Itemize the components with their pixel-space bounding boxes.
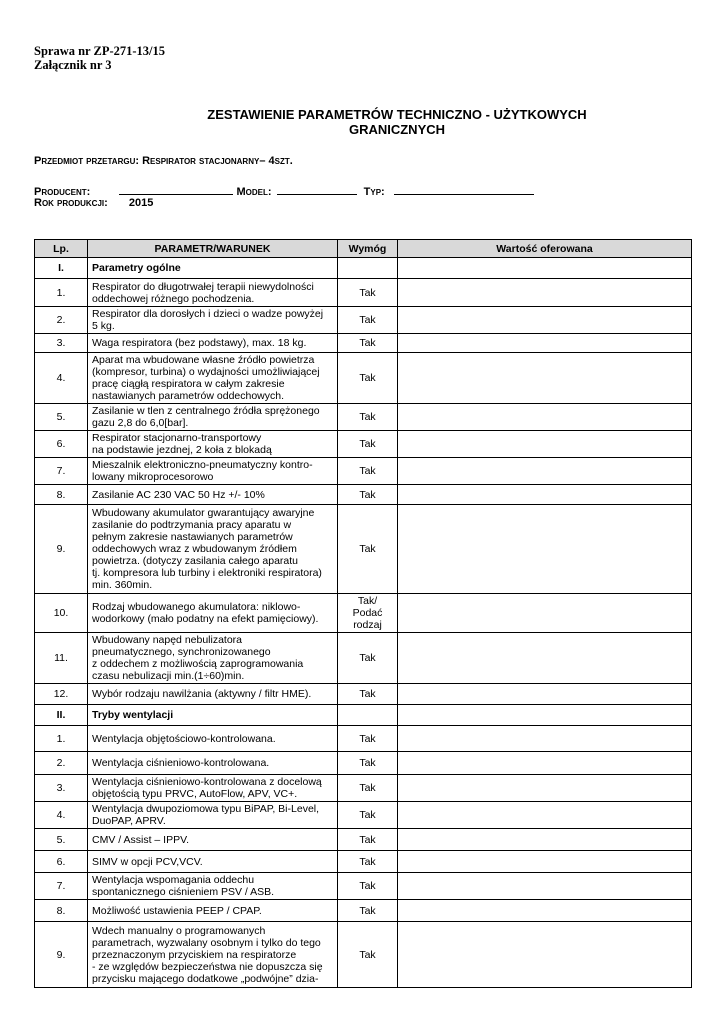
requirement-value: Tak [338, 353, 398, 404]
section-name: Parametry ogólne [88, 258, 338, 279]
offered-value-field[interactable] [398, 431, 692, 458]
table-row [35, 802, 692, 829]
parameter-description: Respirator dla dorosłych i dzieci o wadze powyżej 5 kg. [88, 307, 338, 334]
offered-value-field[interactable] [398, 802, 692, 829]
requirement-value: Tak [338, 922, 398, 988]
requirement-value: Tak [338, 485, 398, 505]
parameter-description: Wentylacja wspomagania oddechu spontanicznego ciśnieniem PSV / ASB. [88, 873, 338, 900]
table-row [35, 752, 692, 775]
table-header-row [35, 240, 692, 258]
row-number: 9. [35, 922, 88, 988]
subject-label: Przedmiot przetargu: [34, 155, 140, 167]
requirement-value: Tak [338, 279, 398, 307]
offered-value-field[interactable] [398, 353, 692, 404]
table-row [35, 307, 692, 334]
header-lp: Lp. [35, 240, 88, 258]
row-number: 6. [35, 431, 88, 458]
offered-value-field[interactable] [398, 922, 692, 988]
table-row [35, 485, 692, 505]
table-row [35, 353, 692, 404]
parameters-table [34, 239, 692, 988]
table-row [35, 279, 692, 307]
parameter-description: Mieszalnik elektroniczno-pneumatyczny kontro- lowany mikroprocesorowo [88, 458, 338, 485]
row-number: 11. [35, 633, 88, 684]
parameter-description: Wbudowany akumulator gwarantujący awaryjne zasilanie do podtrzymania pracy aparatu w pełnym zakresie nastawianych parametrów oddechowych wraz z wbudowanym źródłem powietrza. (dotyczy zasilania całego aparatu tj. kompresora lub turbiny i elektroniki respiratora) min. 360min. [88, 505, 338, 594]
table-row [35, 922, 692, 988]
requirement-value: Tak [338, 752, 398, 775]
parameter-description: SIMV w opcji PCV,VCV. [88, 851, 338, 873]
producer-label: Producent: [34, 186, 91, 198]
offered-value-field[interactable] [398, 279, 692, 307]
row-number: 6. [35, 851, 88, 873]
table-row [35, 404, 692, 431]
section-offered-cell [398, 258, 692, 279]
document-title [34, 107, 725, 137]
row-number: 1. [35, 279, 88, 307]
parameter-description: Wentylacja ciśnieniowo-kontrolowana z docelową objętością typu PRVC, AutoFlow, APV, VC+. [88, 775, 338, 802]
offered-value-field[interactable] [398, 594, 692, 633]
row-number: 12. [35, 684, 88, 705]
row-number: 3. [35, 334, 88, 353]
requirement-value: Tak [338, 458, 398, 485]
offered-value-field[interactable] [398, 900, 692, 922]
offered-value-field[interactable] [398, 485, 692, 505]
row-number: 2. [35, 752, 88, 775]
offered-value-field[interactable] [398, 684, 692, 705]
row-number: 8. [35, 900, 88, 922]
model-field[interactable] [277, 184, 357, 195]
requirement-value: Tak [338, 851, 398, 873]
table-row [35, 633, 692, 684]
parameter-description: Wentylacja dwupoziomowa typu BiPAP, Bi-Level, DuoPAP, APRV. [88, 802, 338, 829]
parameter-description: Zasilanie AC 230 VAC 50 Hz +/- 10% [88, 485, 338, 505]
requirement-value: Tak [338, 404, 398, 431]
row-number: 3. [35, 775, 88, 802]
title-line-2: GRANICZNYCH [348, 122, 446, 137]
offered-value-field[interactable] [398, 334, 692, 353]
row-number: 7. [35, 458, 88, 485]
table-body [35, 258, 692, 988]
parameter-description: Wbudowany napęd nebulizatora pneumatycznego, synchronizowanego z oddechem z możliwością zaprogramowania czasu nebulizacji min.(1÷60)min. [88, 633, 338, 684]
requirement-value: Tak [338, 873, 398, 900]
case-reference: Sprawa nr ZP-271-13/15 [34, 44, 166, 58]
section-row [35, 705, 692, 726]
row-number: 8. [35, 485, 88, 505]
section-number: I. [35, 258, 88, 279]
table-row [35, 684, 692, 705]
requirement-value: Tak [338, 802, 398, 829]
table-row [35, 505, 692, 594]
row-number: 5. [35, 829, 88, 851]
row-number: 4. [35, 353, 88, 404]
parameter-description: Aparat ma wbudowane własne źródło powietrza (kompresor, turbina) o wydajności umożliwiającej pracę ciągłą respiratora w całym zakresie nastawianych parametrów oddechowych. [88, 353, 338, 404]
model-label: Model [236, 186, 268, 198]
requirement-value: Tak [338, 633, 398, 684]
row-number: 2. [35, 307, 88, 334]
producer-field[interactable] [119, 184, 233, 195]
parameter-description: Wentylacja ciśnieniowo-kontrolowana. [88, 752, 338, 775]
offered-value-field[interactable] [398, 752, 692, 775]
row-number: 4. [35, 802, 88, 829]
offered-value-field[interactable] [398, 633, 692, 684]
requirement-value: Tak [338, 505, 398, 594]
document-reference [34, 44, 165, 72]
offered-value-field[interactable] [398, 775, 692, 802]
section-requirement-cell [338, 705, 398, 726]
table-row [35, 726, 692, 752]
requirement-value: Tak [338, 775, 398, 802]
parameter-description: Zasilanie w tlen z centralnego źródła sprężonego gazu 2,8 do 6,0[bar]. [88, 404, 338, 431]
parameter-description: Wdech manualny o programowanych parametrach, wyzwalany osobnym i tylko do tego przeznaczonym przyciskiem na respiratorze - ze względów bezpieczeństwa nie dopuszcza się przycisku mającego dodatkowe „podwójne” dzia- [88, 922, 338, 988]
header-offered-value: Wartość oferowana [398, 240, 692, 258]
row-number: 1. [35, 726, 88, 752]
offered-value-field[interactable] [398, 726, 692, 752]
offered-value-field[interactable] [398, 307, 692, 334]
requirement-value: Tak [338, 829, 398, 851]
section-offered-cell [398, 705, 692, 726]
requirement-value: Tak [338, 431, 398, 458]
offered-value-field[interactable] [398, 829, 692, 851]
table-row [35, 594, 692, 633]
attachment-number: Załącznik nr 3 [34, 58, 112, 72]
section-requirement-cell [338, 258, 398, 279]
type-field[interactable] [394, 184, 534, 195]
requirement-value: Tak [338, 307, 398, 334]
row-number: 5. [35, 404, 88, 431]
parameter-description: Respirator do długotrwałej terapii niewydolności oddechowej różnego pochodzenia. [88, 279, 338, 307]
header-requirement: Wymóg [338, 240, 398, 258]
offered-value-field[interactable] [398, 458, 692, 485]
table-row [35, 431, 692, 458]
table-row [35, 900, 692, 922]
table-row [35, 334, 692, 353]
table-row [35, 851, 692, 873]
table-row [35, 873, 692, 900]
parameter-description: Waga respiratora (bez podstawy), max. 18 kg. [88, 334, 338, 353]
offered-value-field[interactable] [398, 873, 692, 900]
header-parameter: PARAMETR/WARUNEK [88, 240, 338, 258]
offered-value-field[interactable] [398, 851, 692, 873]
offered-value-field[interactable] [398, 404, 692, 431]
requirement-value: Tak/ Podać rodzaj [338, 594, 398, 633]
section-row [35, 258, 692, 279]
table-row [35, 775, 692, 802]
subject-value: Respirator stacjonarny– 4szt. [142, 155, 293, 167]
tender-subject [34, 155, 293, 167]
section-number: II. [35, 705, 88, 726]
requirement-value: Tak [338, 726, 398, 752]
table-row [35, 829, 692, 851]
requirement-value: Tak [338, 900, 398, 922]
table-row [35, 458, 692, 485]
production-year-line [34, 197, 153, 210]
section-name: Tryby wentylacji [88, 705, 338, 726]
row-number: 10. [35, 594, 88, 633]
requirement-value: Tak [338, 334, 398, 353]
title-line-1: ZESTAWIENIE PARAMETRÓW TECHNICZNO - UŻYTKOWYCH [207, 107, 587, 122]
parameter-description: Wentylacja objętościowo-kontrolowana. [88, 726, 338, 752]
year-label: Rok produkcji: [34, 197, 108, 209]
requirement-value: Tak [338, 684, 398, 705]
producer-model-type-line: Producent: Model: Typ: [34, 184, 534, 199]
type-label: Typ: [363, 186, 385, 198]
year-value: 2015 [128, 197, 154, 209]
parameter-description: Rodzaj wbudowanego akumulatora: niklowo- wodorkowy (mało podatny na efekt pamięciowy). [88, 594, 338, 633]
parameter-description: CMV / Assist – IPPV. [88, 829, 338, 851]
offered-value-field[interactable] [398, 505, 692, 594]
row-number: 9. [35, 505, 88, 594]
parameter-description: Respirator stacjonarno-transportowy na podstawie jezdnej, 2 koła z blokadą [88, 431, 338, 458]
parameter-description: Możliwość ustawienia PEEP / CPAP. [88, 900, 338, 922]
parameter-description: Wybór rodzaju nawilżania (aktywny / filtr HME). [88, 684, 338, 705]
row-number: 7. [35, 873, 88, 900]
